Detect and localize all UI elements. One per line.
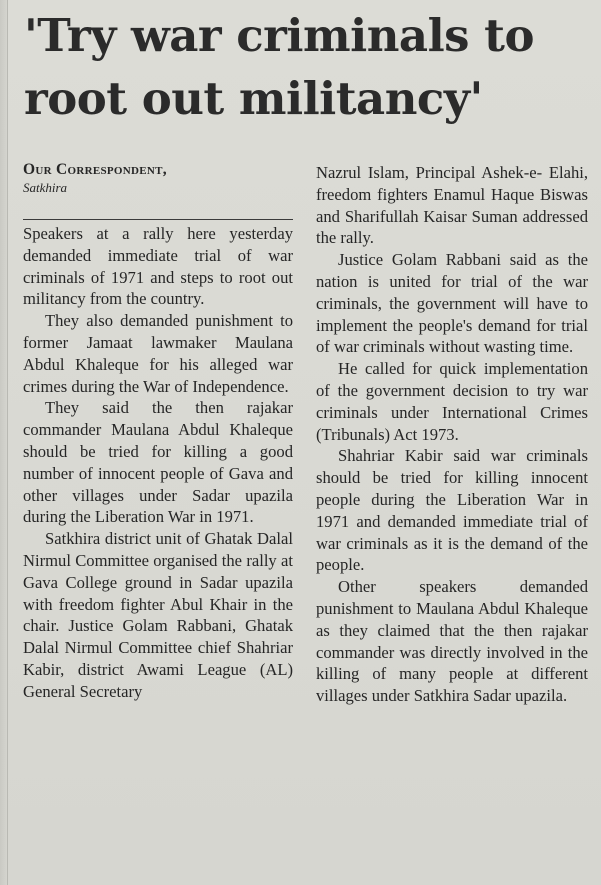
paragraph: They also demanded punishment to former Jamaat lawmaker Maulana Abdul Khaleque for his alleged war crimes during the War of Independence.: [23, 311, 293, 396]
paragraph: Justice Golam Rabbani said as the nation is united for trial of the war criminals, the government will have to implement the people's demand for trial of war criminals without wasting time.: [316, 250, 588, 357]
paragraph: He called for quick implementation of the government decision to try war criminals under International Crimes (Tribunals) Act 1973.: [316, 359, 588, 444]
paragraph: Shahriar Kabir said war criminals should be tried for killing innocent people during the Liberation War in 1971 and demanded immediate trial of war criminals as it is the demand of the people.: [316, 446, 588, 575]
headline-line-2: root out militancy': [24, 72, 483, 125]
byline-author: Our Correspondent,: [23, 161, 167, 178]
byline-place: Satkhira: [23, 180, 68, 195]
headline-line-1: 'Try war criminals to: [24, 9, 534, 62]
article-column-2: [316, 162, 588, 707]
page-edge: [0, 0, 8, 885]
paragraph: Nazrul Islam, Principal Ashek-e- Elahi, freedom fighters Enamul Haque Biswas and Sharifullah Kaisar Suman addressed the rally.: [316, 163, 588, 248]
paragraph: They said the then rajakar commander Maulana Abdul Khaleque should be tried for killing a good number of innocent people of Gava and other villages under Sadar upazila during the Liberation War in 1971.: [23, 398, 293, 527]
article-column-1: [23, 160, 293, 703]
paragraph: Satkhira district unit of Ghatak Dalal Nirmul Committee organised the rally at Gava College ground in Sadar upazila with freedom fighter Abul Khair in the chair. Justice Golam Rabbani, Ghatak Dalal Nirmul Committee chief Shahriar Kabir, district Awami League (AL) General Secretary: [23, 529, 293, 701]
byline-divider: [23, 219, 293, 220]
paragraph: Other speakers demanded punishment to Maulana Abdul Khaleque as they claimed that the then rajakar commander was directly involved in the killing of many people at different villages under Satkhira Sadar upazila.: [316, 577, 588, 706]
paragraph: Speakers at a rally here yesterday demanded immediate trial of war criminals of 1971 and steps to root out militancy from the country.: [23, 224, 293, 309]
article-headline: [24, 4, 599, 130]
